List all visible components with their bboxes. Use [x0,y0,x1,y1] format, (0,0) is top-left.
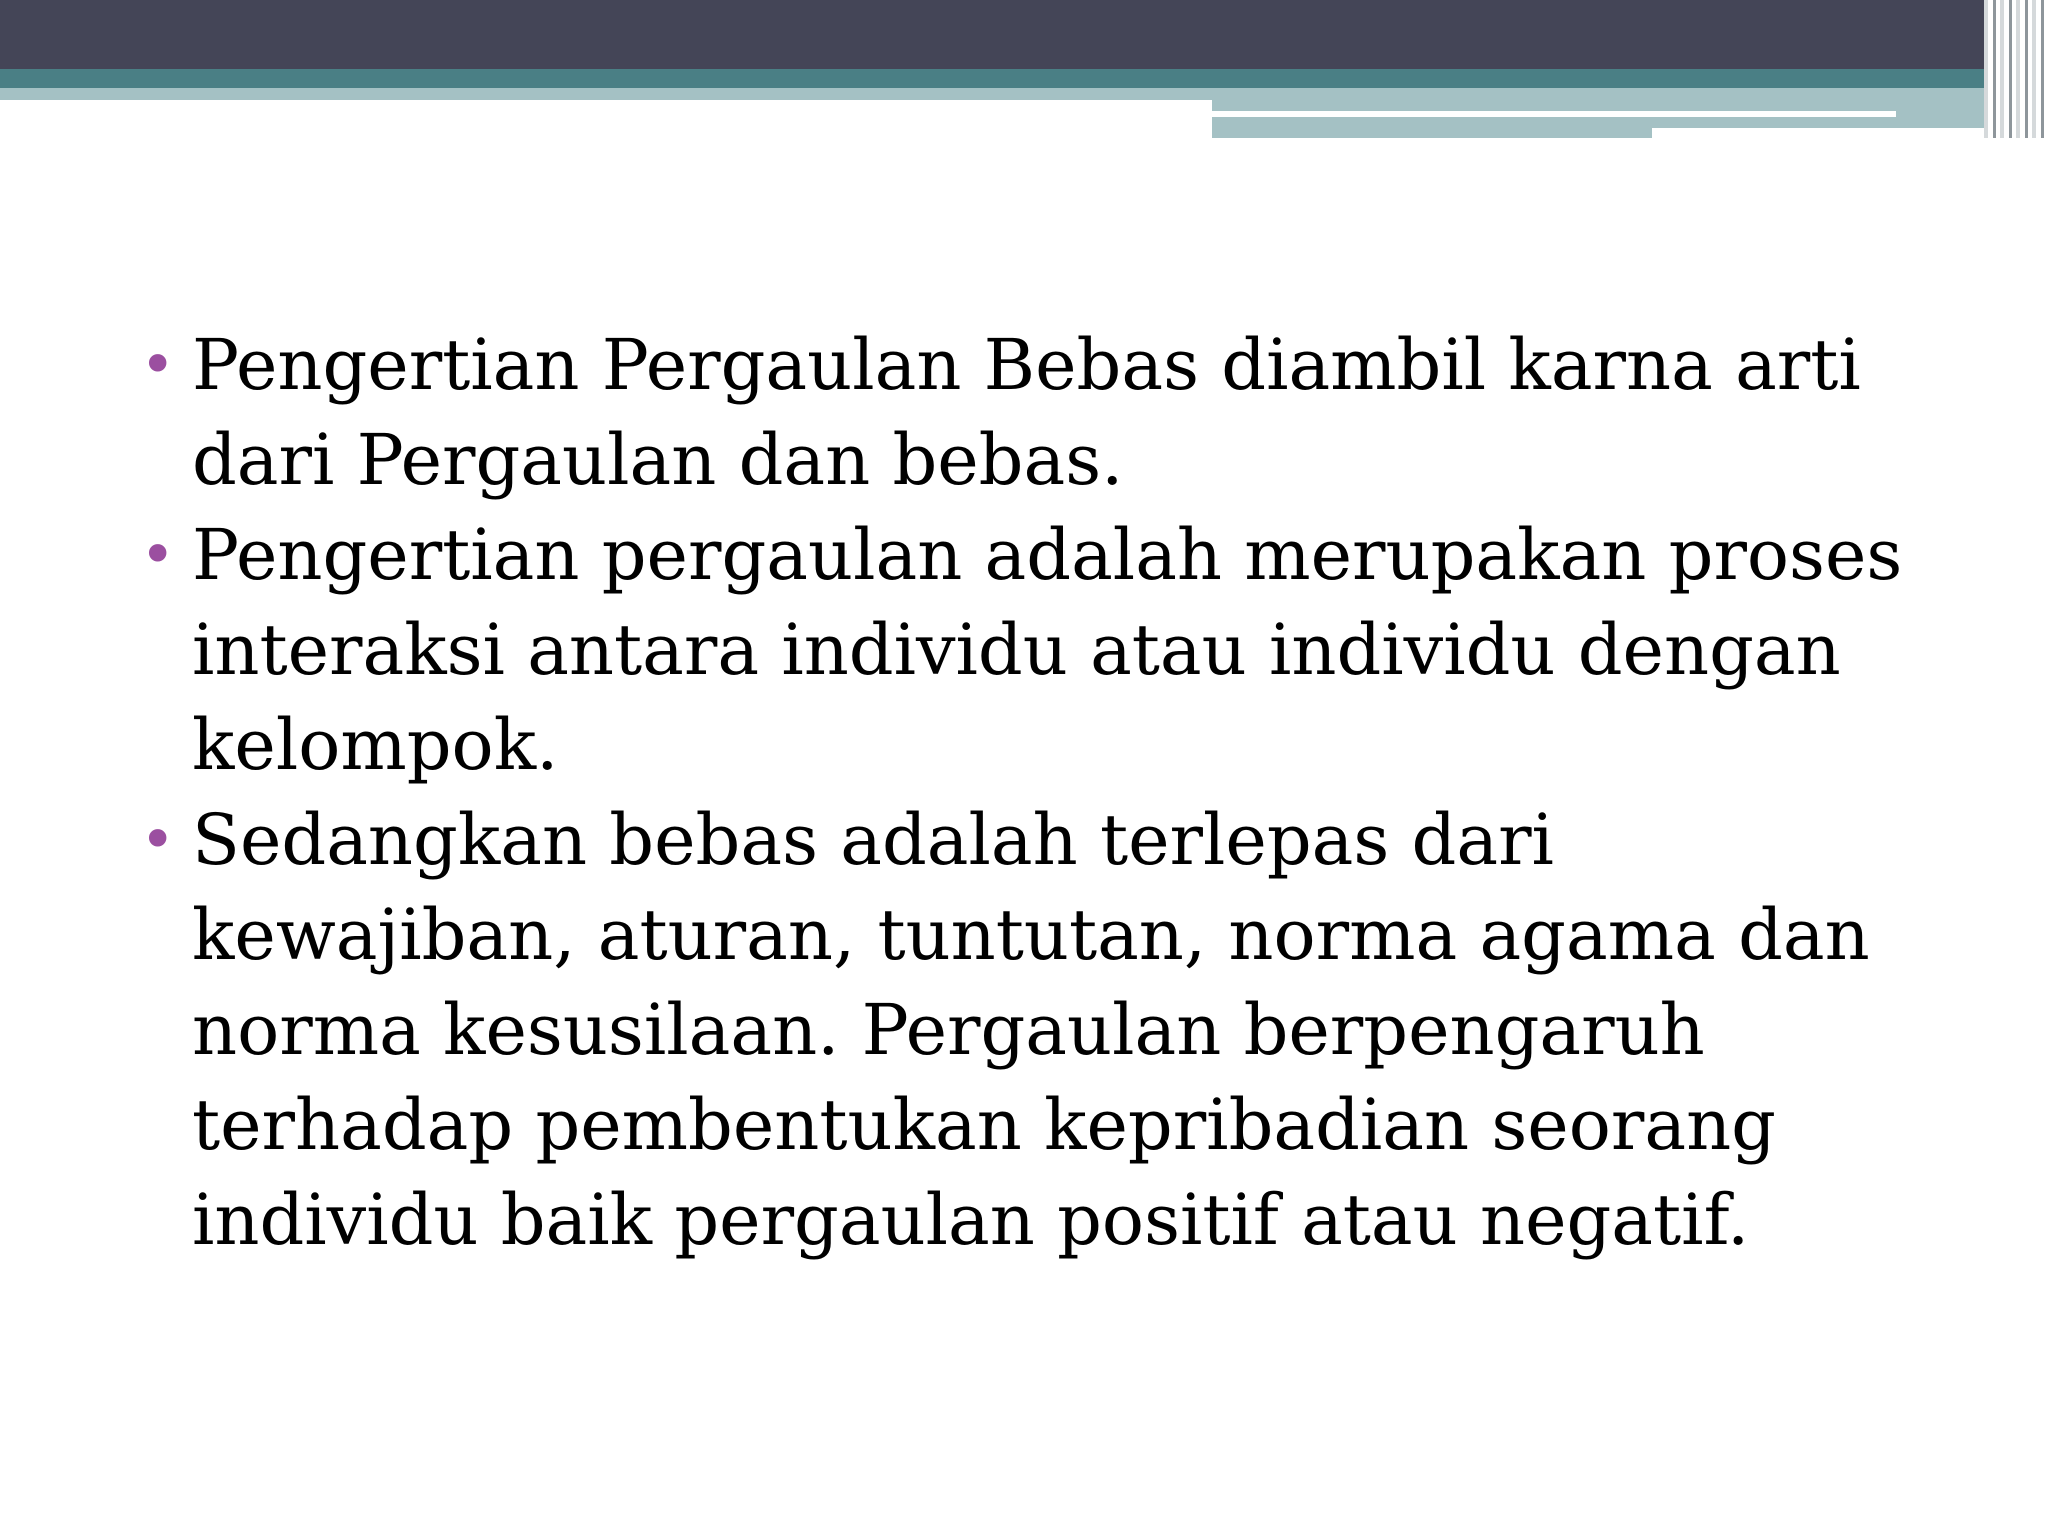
bullet-dot-icon: • [140,805,176,875]
header-white-line [1212,111,1896,117]
slide-body [132,318,1922,1268]
header-light-band-left [0,88,1212,100]
bullet-item [132,793,1922,1268]
bullet-dot-icon: • [140,330,176,400]
bullet-text: Pengertian pergaulan adalah merupakan proses interaksi antara individu atau individu dengan kelompok. [192,514,1903,786]
bullet-item [132,318,1922,508]
bullet-dot-icon: • [140,520,176,590]
bullet-item [132,508,1922,793]
bullet-text: Sedangkan bebas adalah terlepas dari kewajiban, aturan, tuntutan, norma agama dan norma kesusilaan. Pergaulan berpengaruh terhadap pembentukan kepribadian seorang individu baik pergaulan positif atau negatif. [192,799,1870,1261]
header-dark-band [0,0,2048,69]
header-lower-band [1212,128,1652,138]
header-stripes-decoration [1984,0,2048,138]
bullet-text: Pengertian Pergaulan Bebas diambil karna arti dari Pergaulan dan bebas. [192,324,1861,501]
header-light-band-right [1212,88,2048,128]
header-teal-band [0,69,2048,88]
bullet-list [132,318,1922,1268]
